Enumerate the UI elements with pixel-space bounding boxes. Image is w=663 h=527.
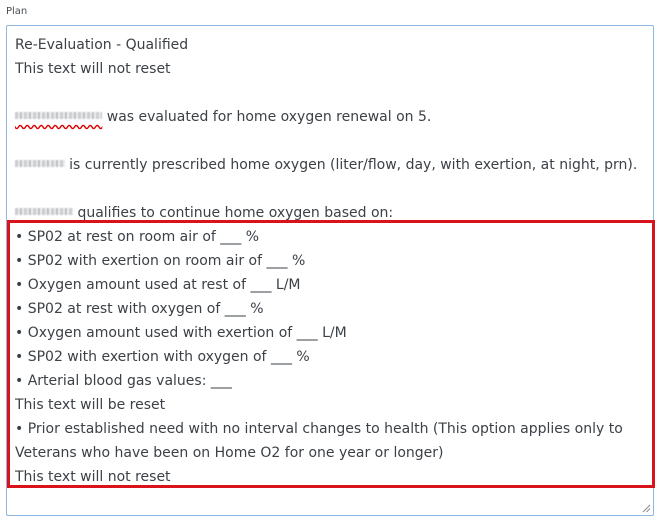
- blank-line: [15, 81, 645, 105]
- criteria-bullet: • SP02 at rest with oxygen of ___ %: [15, 301, 264, 317]
- plan-text-content[interactable]: [15, 33, 645, 489]
- blank-line: [15, 129, 645, 153]
- evaluation-line-text: was evaluated for home oxygen renewal on 5.: [102, 109, 432, 125]
- prescribed-line: [15, 153, 645, 177]
- reset-line: This text will be reset: [15, 397, 166, 413]
- qualifies-line-text: qualifies to continue home oxygen based on:: [73, 205, 394, 221]
- qualifies-line: [15, 201, 645, 225]
- criteria-bullet: • Arterial blood gas values: ___: [15, 373, 232, 389]
- criteria-bullet: • Oxygen amount used at rest of ___ L/M: [15, 277, 301, 293]
- prescribed-line-text: is currently prescribed home oxygen (liter/flow, day, with exertion, at night, prn).: [64, 157, 638, 173]
- evaluation-line: [15, 105, 645, 129]
- criteria-bullet: • Oxygen amount used with exertion of ___ L/M: [15, 325, 347, 341]
- criteria-bullet: • SP02 with exertion with oxygen of ___ %: [15, 349, 310, 365]
- redacted-patient-name: [15, 153, 65, 177]
- criteria-bullet: • SP02 with exertion on room air of ___ %: [15, 253, 306, 269]
- prior-need-line: • Prior established need with no interval changes to health (This option applies only to Veterans who have been on Home O2 for one year or longer): [15, 421, 623, 461]
- plan-textarea[interactable]: [6, 25, 654, 516]
- no-reset-line-1: This text will not reset: [15, 61, 171, 77]
- no-reset-line-2: This text will not reset: [15, 469, 171, 485]
- redacted-patient-name: [15, 201, 73, 225]
- criteria-bullet: • SP02 at rest on room air of ___ %: [15, 229, 260, 245]
- resize-handle-icon[interactable]: [642, 504, 651, 513]
- blank-line: [15, 177, 645, 201]
- note-title-line: Re-Evaluation - Qualified: [15, 37, 189, 53]
- plan-field-label: Plan: [6, 6, 28, 17]
- redacted-patient-name: [15, 105, 102, 129]
